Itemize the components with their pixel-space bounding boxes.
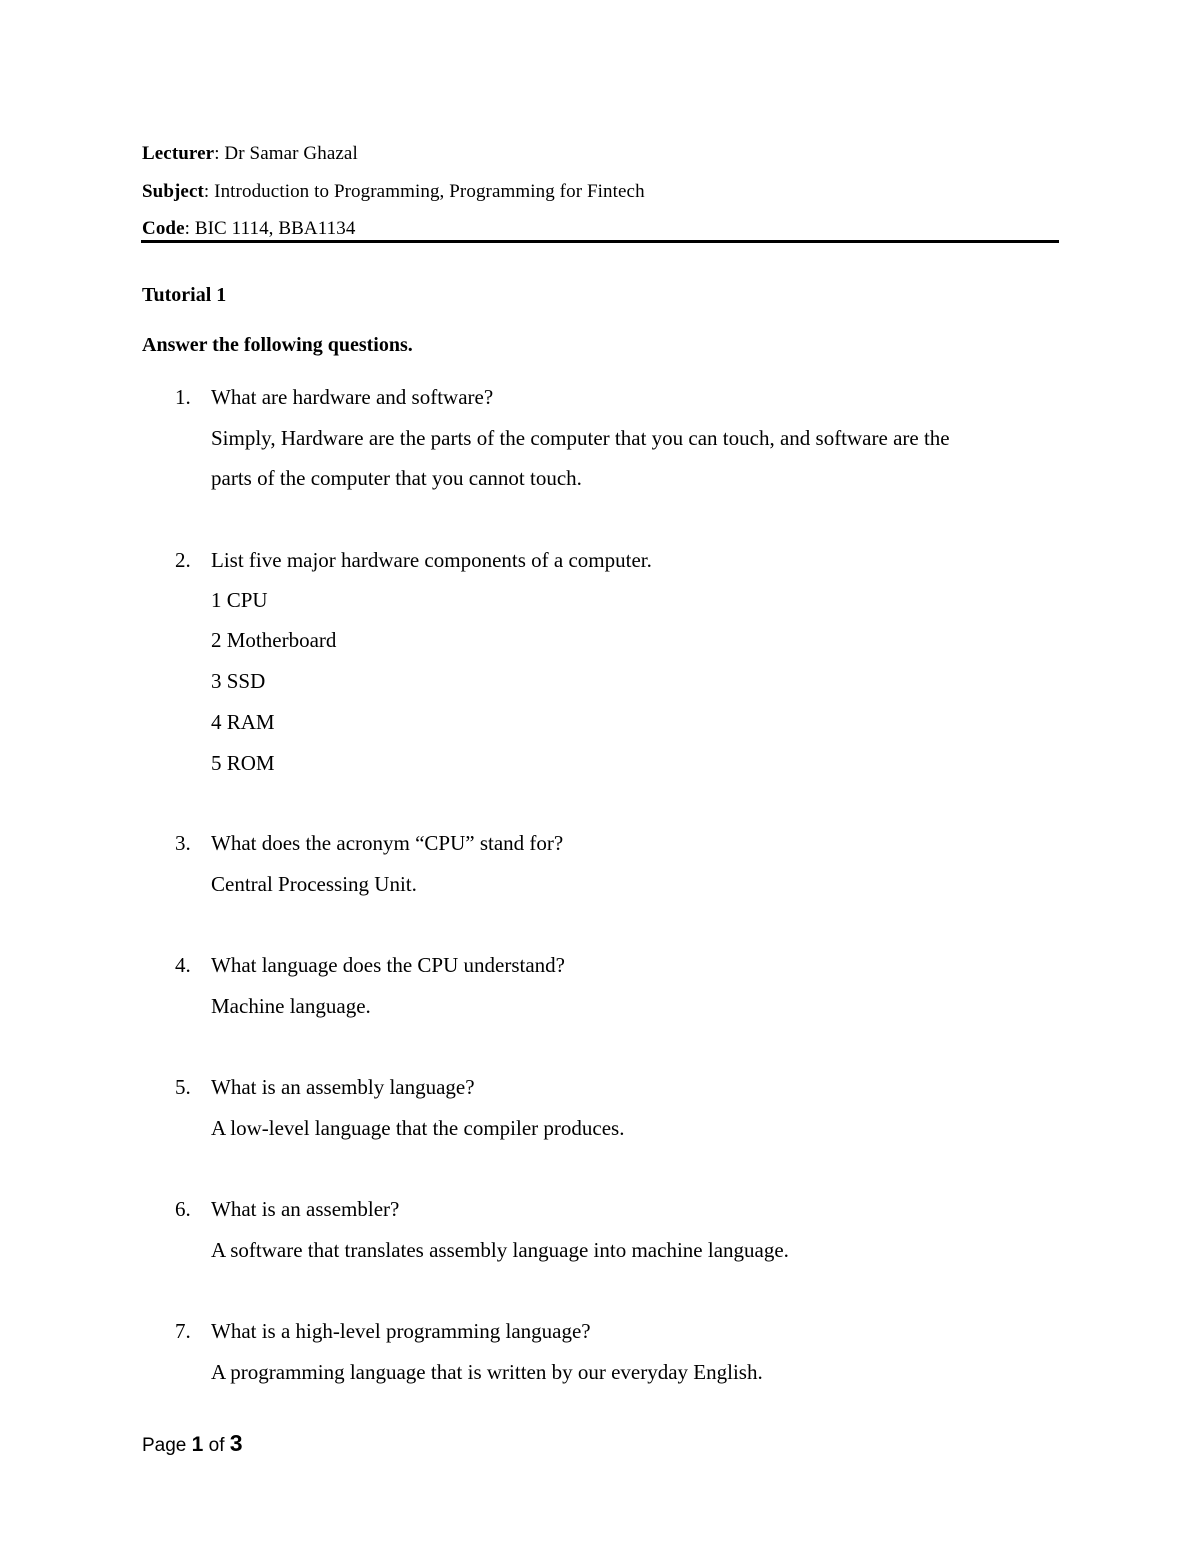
- total-pages-number: 3: [229, 1430, 243, 1456]
- answer-line: A software that translates assembly language into machine language.: [211, 1238, 789, 1262]
- answer-line: 5 ROM: [211, 751, 275, 775]
- lecturer-line: [142, 143, 358, 165]
- answer-line: A low-level language that the compiler produces.: [211, 1116, 625, 1140]
- question-text: What is a high-level programming language?: [211, 1319, 591, 1343]
- answer-line: 2 Motherboard: [211, 628, 337, 652]
- question-text: What language does the CPU understand?: [211, 953, 565, 977]
- answer-line: A programming language that is written by our everyday English.: [211, 1360, 763, 1384]
- question-text: What is an assembly language?: [211, 1075, 475, 1099]
- question-number: 7.: [175, 1319, 191, 1343]
- page-footer: [142, 1430, 243, 1457]
- instruction-text: Answer the following questions.: [142, 334, 413, 356]
- answer-line: Machine language.: [211, 994, 371, 1018]
- of-word: of: [208, 1435, 225, 1456]
- answer-line: Simply, Hardware are the parts of the computer that you can touch, and software are the: [211, 426, 950, 450]
- subject-value: : Introduction to Programming, Programming for Fintech: [203, 181, 645, 202]
- page-word: Page: [142, 1435, 187, 1456]
- tutorial-title: Tutorial 1: [142, 284, 227, 306]
- subject-label: Subject: [142, 181, 204, 202]
- question-number: 3.: [175, 831, 191, 855]
- question-text: What is an assembler?: [211, 1197, 400, 1221]
- question-number: 1.: [175, 385, 191, 409]
- code-line: [142, 218, 355, 240]
- question-text: What are hardware and software?: [211, 385, 494, 409]
- question-text: List five major hardware components of a computer.: [211, 548, 652, 572]
- answer-line: Central Processing Unit.: [211, 872, 417, 896]
- current-page-number: 1: [191, 1433, 204, 1456]
- question-number: 4.: [175, 953, 191, 977]
- answer-line: 3 SSD: [211, 669, 266, 693]
- header-divider: [141, 240, 1059, 243]
- code-value: : BIC 1114, BBA1134: [184, 218, 356, 239]
- answer-line: parts of the computer that you cannot touch.: [211, 466, 582, 490]
- question-number: 5.: [175, 1075, 191, 1099]
- code-label: Code: [142, 218, 185, 239]
- question-number: 6.: [175, 1197, 191, 1221]
- subject-line: [142, 181, 645, 203]
- lecturer-label: Lecturer: [142, 143, 215, 164]
- answer-line: 1 CPU: [211, 588, 268, 612]
- question-text: What does the acronym “CPU” stand for?: [211, 831, 564, 855]
- lecturer-value: : Dr Samar Ghazal: [214, 143, 358, 164]
- question-number: 2.: [175, 548, 191, 572]
- answer-line: 4 RAM: [211, 710, 275, 734]
